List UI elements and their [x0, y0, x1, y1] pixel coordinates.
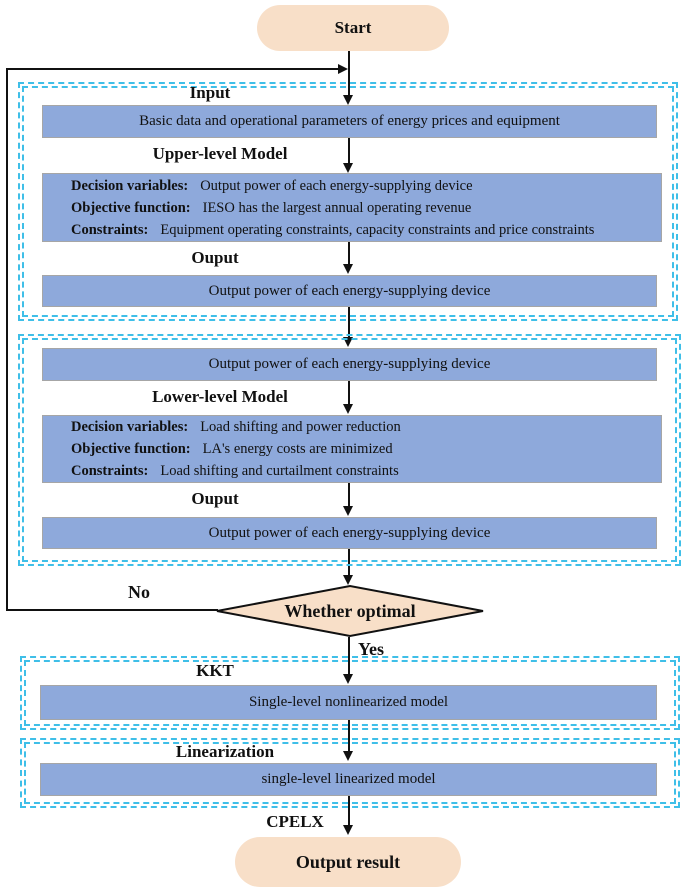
row-text: LA's energy costs are minimized — [202, 441, 393, 457]
upper-model-label: Upper-level Model — [152, 144, 288, 163]
row-text: Load shifting and power reduction — [200, 419, 401, 435]
arrowhead-down-icon — [343, 506, 353, 516]
arrowhead-down-icon — [343, 674, 353, 684]
basic-data-text: Basic data and operational parameters of energy prices and equipment — [139, 113, 560, 129]
connector-linearization-to-end — [348, 796, 350, 826]
lower-output-text: Output power of each energy-supplying device — [208, 524, 491, 541]
no-branch-label: No — [128, 582, 150, 602]
row-text: IESO has the largest annual operating revenue — [202, 199, 472, 216]
model-row — [71, 438, 393, 460]
lower-output-box — [42, 517, 657, 549]
feedback-line-bottom — [6, 609, 218, 611]
connector-input-to-uppermodel — [348, 138, 350, 165]
connector-output-to-decision — [348, 549, 350, 577]
row-label: Constraints: — [71, 221, 149, 238]
kkt-box-text: Single-level nonlinearized model — [248, 694, 449, 710]
arrowhead-down-icon — [343, 95, 353, 105]
row-text: Output power of each energy-supplying device — [200, 177, 473, 194]
upper-output-label: Ouput — [191, 248, 239, 267]
model-row — [71, 460, 399, 482]
model-row — [71, 175, 473, 197]
solver-label: CPELX — [266, 812, 324, 831]
feedback-line-left — [6, 68, 8, 611]
upper-output-box — [42, 275, 657, 307]
linearization-section-label: Linearization — [175, 742, 275, 761]
start-label: Start — [334, 18, 372, 37]
arrowhead-right-icon — [338, 64, 348, 74]
upper-model-box — [42, 173, 662, 242]
linearization-box — [40, 763, 657, 796]
end-label: Output result — [295, 851, 401, 872]
lower-input-text: Output power of each energy-supplying device — [208, 356, 491, 372]
row-label: Objective function: — [71, 441, 191, 457]
model-row — [71, 197, 471, 219]
row-label: Decision variables: — [71, 419, 189, 435]
row-text: Load shifting and curtailment constraints — [160, 463, 399, 479]
lower-model-label: Lower-level Model — [152, 387, 288, 406]
row-label: Constraints: — [71, 463, 149, 479]
arrowhead-down-icon — [343, 337, 353, 347]
input-section-label: Input — [189, 83, 231, 102]
row-label: Decision variables: — [71, 177, 189, 194]
arrowhead-down-icon — [343, 404, 353, 414]
connector-lowermodel-to-output — [348, 483, 350, 508]
arrowhead-down-icon — [343, 264, 353, 274]
linearization-box-text: single-level linearized model — [261, 771, 436, 787]
upper-output-text: Output power of each energy-supplying device — [208, 282, 491, 299]
arrowhead-down-icon — [343, 163, 353, 173]
feedback-line-top — [6, 68, 340, 70]
model-row — [71, 416, 401, 438]
model-row — [71, 219, 594, 241]
decision-node — [213, 583, 487, 639]
decision-question: Whether optimal — [284, 600, 416, 621]
row-label: Objective function: — [71, 199, 191, 216]
lower-input-box — [42, 348, 657, 381]
end-node — [235, 837, 461, 887]
lower-output-label: Ouput — [191, 489, 239, 508]
start-node — [257, 5, 449, 51]
lower-model-box — [42, 415, 662, 483]
connector-decision-to-kkt — [348, 637, 350, 676]
connector-lowerinput-to-lowermodel — [348, 381, 350, 406]
row-text: Equipment operating constraints, capacity constraints and price constraints — [160, 221, 595, 238]
kkt-box — [40, 685, 657, 720]
connector-start-to-input — [348, 51, 350, 96]
basic-data-box — [42, 105, 657, 138]
arrowhead-down-icon — [343, 751, 353, 761]
yes-branch-label: Yes — [358, 639, 384, 659]
connector-uppermodel-to-output — [348, 242, 350, 266]
connector-upper-to-lower — [348, 307, 350, 339]
kkt-section-label: KKT — [196, 661, 234, 680]
connector-kkt-to-linearization — [348, 720, 350, 753]
